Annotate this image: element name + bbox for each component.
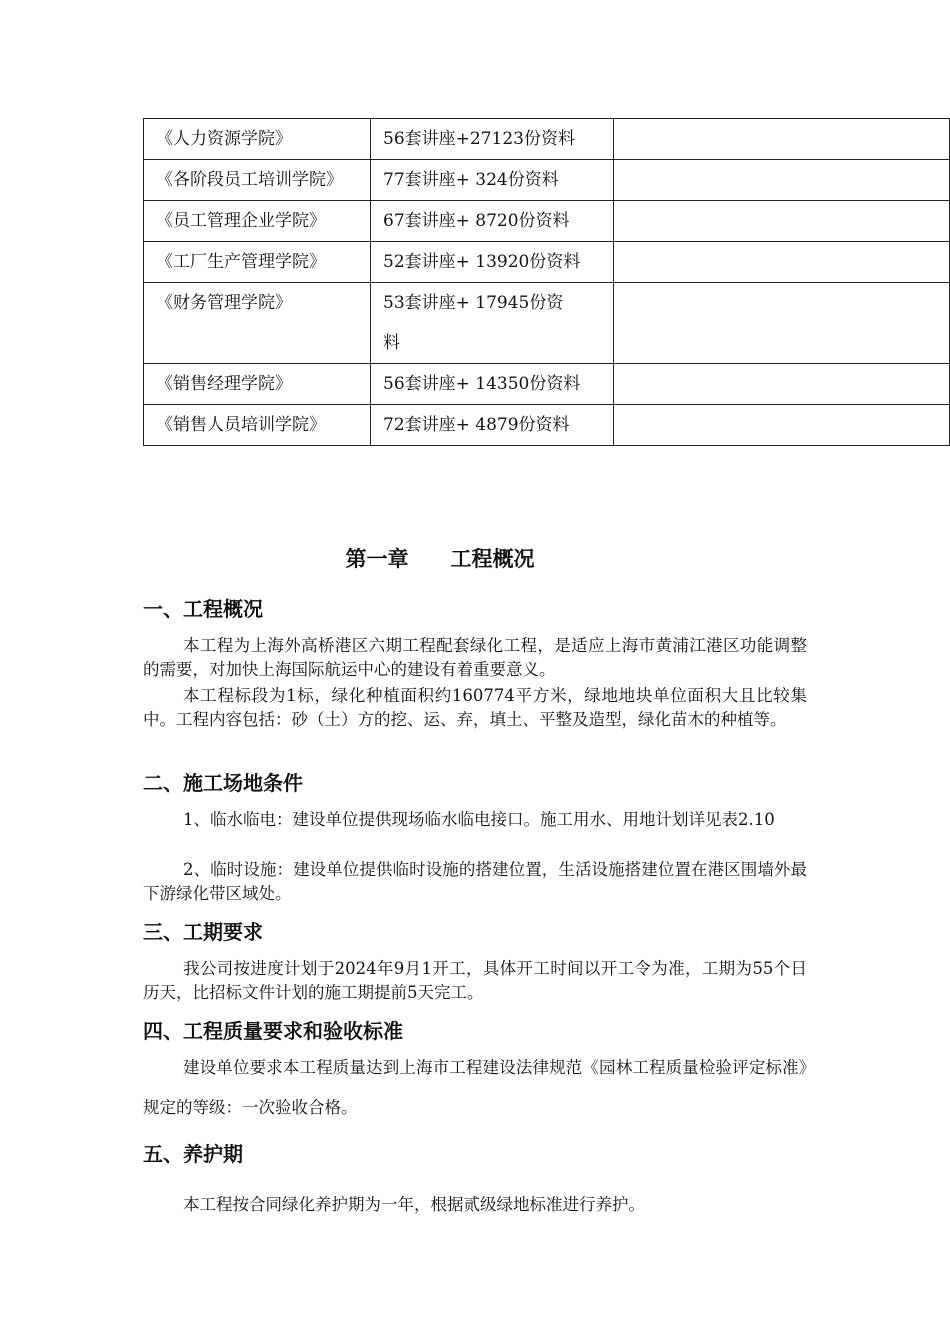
course-name: 《各阶段员工培训学院》 [144, 160, 371, 201]
course-note [614, 242, 950, 283]
course-name: 《销售人员培训学院》 [144, 405, 371, 446]
paragraph: 本工程标段为1标，绿化种植面积约160774平方米，绿地地块单位面积大且比较集中。工程内容包括：砂（土）方的挖、运、弃，填土、平整及造型，绿化苗木的种植等。 [143, 686, 807, 729]
course-note [614, 283, 950, 364]
section-heading: 二、施工场地条件 [143, 771, 303, 795]
course-name: 《销售经理学院》 [144, 364, 371, 405]
table-row [144, 405, 950, 446]
course-note [614, 405, 950, 446]
chapter-title: 第一章 工程概况 [345, 547, 535, 571]
paragraph: 2、临时设施：建设单位提供临时设施的搭建位置，生活设施搭建位置在港区围墙外最下游绿化带区域处。 [143, 860, 807, 903]
section-heading: 三、工期要求 [143, 920, 263, 944]
course-content: 52套讲座+ 13920份资料 [371, 242, 614, 283]
course-note [614, 160, 950, 201]
table-row [144, 119, 950, 160]
course-note [614, 201, 950, 242]
table-row [144, 242, 950, 283]
course-note [614, 119, 950, 160]
course-name: 《财务管理学院》 [144, 283, 371, 364]
table-row [144, 160, 950, 201]
paragraph: 我公司按进度计划于2024年9月1开工，具体开工时间以开工令为准，工期为55个日历天，比招标文件计划的施工期提前5天完工。 [143, 959, 807, 1002]
course-note [614, 364, 950, 405]
table-row [144, 201, 950, 242]
course-name: 《工厂生产管理学院》 [144, 242, 371, 283]
course-content: 53套讲座+ 17945份资料 [371, 283, 614, 364]
course-content: 56套讲座+27123份资料 [371, 119, 614, 160]
section-heading: 一、工程概况 [143, 597, 263, 621]
course-table [143, 118, 950, 446]
course-content: 72套讲座+ 4879份资料 [371, 405, 614, 446]
section-heading: 四、工程质量要求和验收标准 [143, 1019, 403, 1043]
table-row [144, 283, 950, 364]
paragraph: 1、临水临电：建设单位提供现场临水临电接口。施工用水、用地计划详见表2.10 [183, 810, 775, 829]
course-content: 67套讲座+ 8720份资料 [371, 201, 614, 242]
course-content: 56套讲座+ 14350份资料 [371, 364, 614, 405]
paragraph: 本工程为上海外高桥港区六期工程配套绿化工程，是适应上海市黄浦江港区功能调整的需要，对加快上海国际航运中心的建设有着重要意义。 [143, 636, 807, 679]
paragraph: 建设单位要求本工程质量达到上海市工程建设法律规范《园林工程质量检验评定标准》规定的等级：一次验收合格。 [143, 1058, 807, 1117]
course-name: 《员工管理企业学院》 [144, 201, 371, 242]
section-heading: 五、养护期 [143, 1142, 243, 1166]
course-name: 《人力资源学院》 [144, 119, 371, 160]
course-content: 77套讲座+ 324份资料 [371, 160, 614, 201]
paragraph: 本工程按合同绿化养护期为一年，根据贰级绿地标准进行养护。 [183, 1195, 645, 1214]
table-row [144, 364, 950, 405]
